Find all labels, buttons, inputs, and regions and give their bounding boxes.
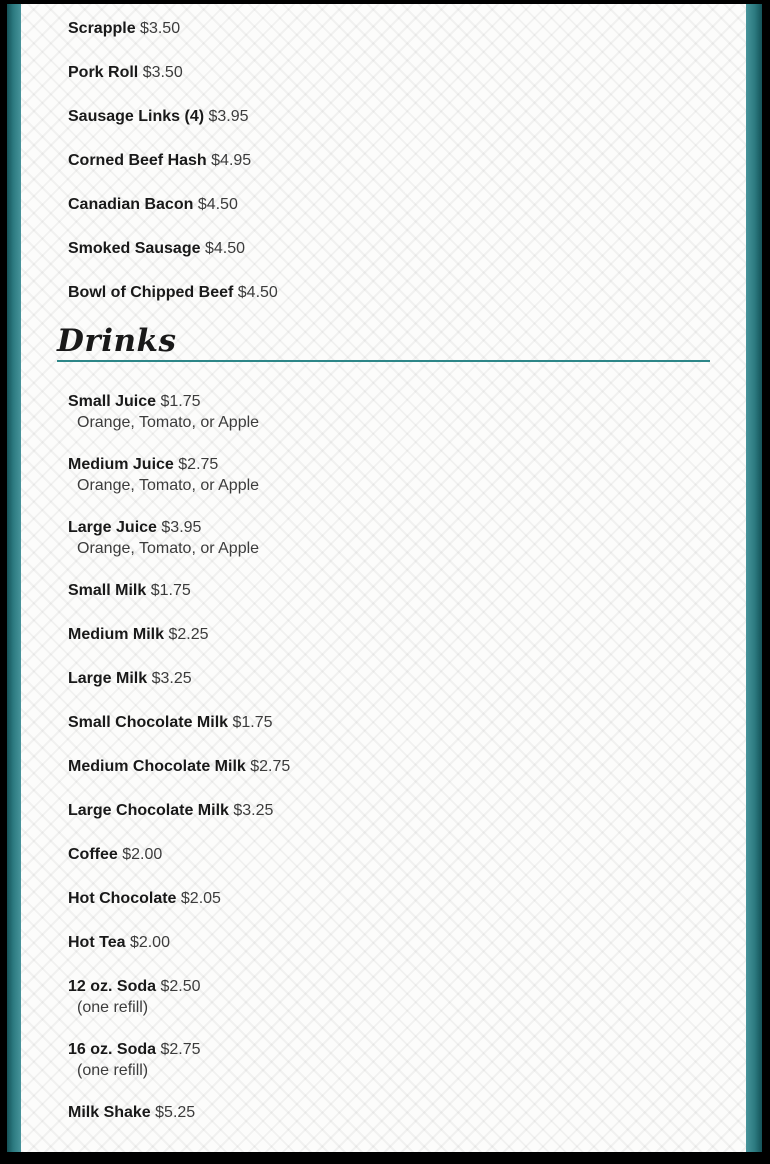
- menu-item-price: $2.00: [129, 934, 170, 951]
- menu-item-line: [68, 668, 710, 689]
- menu-item-price: $2.05: [180, 890, 221, 907]
- menu-item-price: $4.95: [211, 152, 252, 169]
- menu-item: [68, 517, 710, 559]
- menu-item-name: Large Juice: [68, 519, 157, 536]
- menu-item-line: [68, 756, 710, 777]
- menu-item: [68, 976, 710, 1018]
- menu-item-line: [68, 106, 710, 127]
- menu-item-line: [68, 62, 710, 83]
- menu-item-name: Coffee: [68, 846, 118, 863]
- menu-item-price: $3.50: [142, 64, 183, 81]
- menu-item-name: Medium Chocolate Milk: [68, 758, 246, 775]
- menu-item-name: Scrapple: [68, 20, 136, 37]
- menu-item-description: Orange, Tomato, or Apple: [77, 414, 260, 431]
- menu-item-price: $2.00: [122, 846, 163, 863]
- menu-item: [68, 1102, 710, 1123]
- menu-item: [68, 712, 710, 733]
- menu-item-name: 12 oz. Soda: [68, 978, 157, 995]
- menu-item-name: Hot Chocolate: [68, 890, 177, 907]
- menu-item-line: [68, 517, 710, 538]
- menu-item: [68, 932, 710, 953]
- menu-item-price: $2.50: [160, 978, 201, 995]
- menu-item-description: Orange, Tomato, or Apple: [77, 540, 260, 557]
- menu-item-price: $1.75: [160, 393, 201, 410]
- menu-item-price: $4.50: [197, 196, 238, 213]
- menu-item-name: Large Milk: [68, 670, 148, 687]
- menu-item: [68, 580, 710, 601]
- menu-item-name: Medium Milk: [68, 626, 165, 643]
- menu-item: [68, 282, 710, 303]
- menu-item-price: $3.25: [151, 670, 192, 687]
- menu-item-name: Hot Tea: [68, 934, 126, 951]
- menu-item: [68, 150, 710, 171]
- menu-item-name: Large Chocolate Milk: [68, 802, 229, 819]
- menu-item-name: Milk Shake: [68, 1104, 151, 1121]
- menu-item-price: $3.95: [161, 519, 202, 536]
- menu-content: [21, 4, 746, 1152]
- menu-item-line: [68, 888, 710, 909]
- menu-section-sides: [57, 18, 710, 303]
- menu-item-description: Orange, Tomato, or Apple: [77, 477, 260, 494]
- menu-item-line: [68, 932, 710, 953]
- menu-item: [68, 18, 710, 39]
- menu-section-drinks: [57, 323, 710, 1123]
- menu-item-name: 16 oz. Soda: [68, 1041, 157, 1058]
- menu-item-name: Sausage Links (4): [68, 108, 205, 125]
- menu-item-name: Small Chocolate Milk: [68, 714, 229, 731]
- menu-item-line: [68, 282, 710, 303]
- menu-item-line: [68, 580, 710, 601]
- menu-item: [68, 668, 710, 689]
- left-accent-bar: [7, 4, 21, 1152]
- menu-item-description: (one refill): [77, 1062, 149, 1079]
- menu-item-description: (one refill): [77, 999, 149, 1016]
- menu-item-price: $3.25: [233, 802, 274, 819]
- right-accent-bar: [746, 4, 762, 1152]
- menu-item-price: $1.75: [232, 714, 273, 731]
- menu-item: [68, 888, 710, 909]
- menu-item-name: Corned Beef Hash: [68, 152, 207, 169]
- menu-item-line: [68, 150, 710, 171]
- sides-item-list: [57, 18, 710, 303]
- menu-item-name: Medium Juice: [68, 456, 174, 473]
- menu-item-name: Small Milk: [68, 582, 147, 599]
- menu-item: [68, 844, 710, 865]
- drinks-item-list: [57, 391, 710, 1123]
- menu-item-price: $4.50: [237, 284, 278, 301]
- menu-item-line: [68, 844, 710, 865]
- menu-item-line: [68, 391, 710, 412]
- menu-item: [68, 106, 710, 127]
- menu-item-line: [68, 1102, 710, 1123]
- menu-item-price: $3.95: [208, 108, 249, 125]
- menu-item-line: [68, 454, 710, 475]
- menu-item: [68, 800, 710, 821]
- menu-item-line: [68, 238, 710, 259]
- menu-item: [68, 238, 710, 259]
- menu-item-price: $2.75: [160, 1041, 201, 1058]
- menu-item: [68, 194, 710, 215]
- menu-item: [68, 454, 710, 496]
- menu-item-price: $2.75: [250, 758, 291, 775]
- menu-item-name: Bowl of Chipped Beef: [68, 284, 234, 301]
- menu-item-line: [68, 624, 710, 645]
- menu-item: [68, 756, 710, 777]
- menu-item-name: Canadian Bacon: [68, 196, 194, 213]
- menu-item-price: $4.50: [204, 240, 245, 257]
- menu-item-line: [68, 18, 710, 39]
- menu-item-name: Pork Roll: [68, 64, 139, 81]
- menu-item: [68, 62, 710, 83]
- menu-item-line: [68, 800, 710, 821]
- menu-item-price: $2.25: [168, 626, 209, 643]
- menu-item-line: [68, 976, 710, 997]
- menu-item-price: $5.25: [155, 1104, 196, 1121]
- menu-item: [68, 1039, 710, 1081]
- menu-item: [68, 624, 710, 645]
- menu-item-name: Small Juice: [68, 393, 157, 410]
- menu-item-name: Smoked Sausage: [68, 240, 201, 257]
- menu-item-line: [68, 194, 710, 215]
- menu-item-line: [68, 712, 710, 733]
- menu-item: [68, 391, 710, 433]
- drinks-section-title: Drinks: [57, 326, 710, 362]
- menu-item-line: [68, 1039, 710, 1060]
- menu-item-price: $3.50: [140, 20, 181, 37]
- menu-item-price: $1.75: [150, 582, 191, 599]
- menu-item-price: $2.75: [178, 456, 219, 473]
